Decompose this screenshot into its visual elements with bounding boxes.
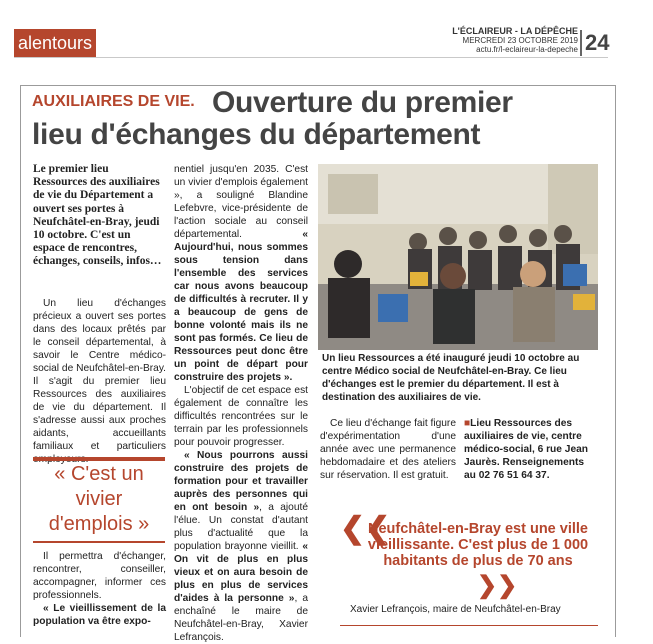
issue-date: MERCREDI 23 OCTOBRE 2019 [462,36,578,45]
column-2-quote: « Nous pourrons aussi construire des projets de formation pour et travailler auprès des personnes qui en ont besoin » [174,450,308,513]
pull-quote-1: « C'est un vivier d'emplois » [48,463,150,535]
quote-close-icon: ❯❯ [477,572,518,599]
page-number-divider [580,30,582,56]
column-2-text: , a enchaîné le maire de Neufchâtel-en-Bray, Xavier Lefrançois. [174,593,309,643]
column-2-quote: « On vit de plus en plus vieux et on aura besoin de plus en plus de services d'aides à la personne » [174,541,308,604]
pull-quote-1-rule-bottom [33,541,165,543]
column-3-text [320,417,456,482]
column-3-paragraph: Ce lieu d'échange fait figure d'expérimentation d'une année avec une permanence hebdomadaire et des ateliers sur réservation. Il est gratuit. [320,418,456,481]
column-2-paragraph-2: L'objectif de cet espace est également de connaître les difficultés rencontrées sur le terrain par les professionnels pour pouvoir progresser. [174,385,308,448]
column-1-bottom-quote: « Le vieillissement de la population va être expo- [33,603,166,627]
column-1-paragraph: Un lieu d'échanges précieux a ouvert ses portes dans des locaux prêtés par le conseil départemental, à savoir le Centre médico-social de Neufchâtel-en-Bray. Il s'agit du premier lieu Ressources des auxiliaires de vie du département. Il s'adresse aussi aux proches aidants, accueillants familiaux et particuliers [33,298,166,452]
newspaper-url: actu.fr/l-eclaireur-la-depeche [476,45,578,54]
column-2-text: , a ajouté l'élue. Un constat d'autant plus d'actualité que la population brayonne vieillit. [174,502,308,552]
info-box-text: Lieu Ressources des auxiliaires de vie, centre médico-social, 6 rue Jean Jaurès. Renseignements au 02 76 51 64 37. [464,418,589,481]
info-box [464,417,596,482]
photo-caption: Un lieu Ressources a été inauguré jeudi 10 octobre au centre Médico social de Neufchâtel-en-Bray. Ce lieu d'échanges est le premier du département. Il est à destination des auxiliaires de vie. [322,353,580,403]
page-number: 24 [585,30,610,55]
column-2 [174,163,308,644]
newspaper-name: L'ÉCLAIREUR - LA DÉPÊCHE [452,26,578,36]
pull-quote-1-rule-top [33,457,165,461]
column-1-bottom [33,550,166,628]
pull-quote-2-author: Xavier Lefrançois, maire de Neufchâtel-en-Bray [350,604,561,615]
info-bullet-icon: ■ [464,418,471,429]
article-kicker: AUXILIAIRES DE VIE. [32,93,195,110]
article-photo [318,164,598,350]
column-1-bottom-paragraph: Il permettra d'échanger, rencontrer, conseiller, accompagner, informer ces professionnels. [33,551,166,601]
headline-line-1: Ouverture du premier [212,86,513,119]
column-2-paragraph-3 [174,449,308,644]
article-chapo: Le premier lieu Ressources des auxiliaires de vie du Département a ouvert ses portes à Neufchâtel-en-Bray, jeudi 10 octobre. C'est un espace de rencontres, échanges, conseils, infos… [33,163,162,268]
quote-open-icon: ❮❮ [340,512,391,545]
pull-quote-2-rule [340,625,598,626]
header-rule [14,57,608,58]
column-1-body [33,297,166,466]
column-2-quote: « Aujourd'hui, nous sommes sous tension dans l'ensemble des services car nous avons beaucoup de difficultés à recruter. Il y a beaucoup de gens de bonne volonté mais ils ne sont pas formés. Ce lieu de Ressources peut donc être un point de départ pour construire des projets ». [174,229,308,383]
pull-quote-2: Neufchâtel-en-Bray est une ville vieillissante. C'est plus de 1 000 habitants de plus de 70 ans [367,521,589,569]
photo-illustration [318,164,598,350]
headline-line-2: lieu d'échanges du département [32,118,481,151]
column-2-paragraph-1 [174,163,308,384]
section-tab: alentours [14,29,96,57]
column-2-text: nentiel jusqu'en 2035. C'est un vivier d'emplois également », a souligné Blandine Lefebvre, vice-présidente de l'action sociale au conseil départemental. [174,164,308,240]
